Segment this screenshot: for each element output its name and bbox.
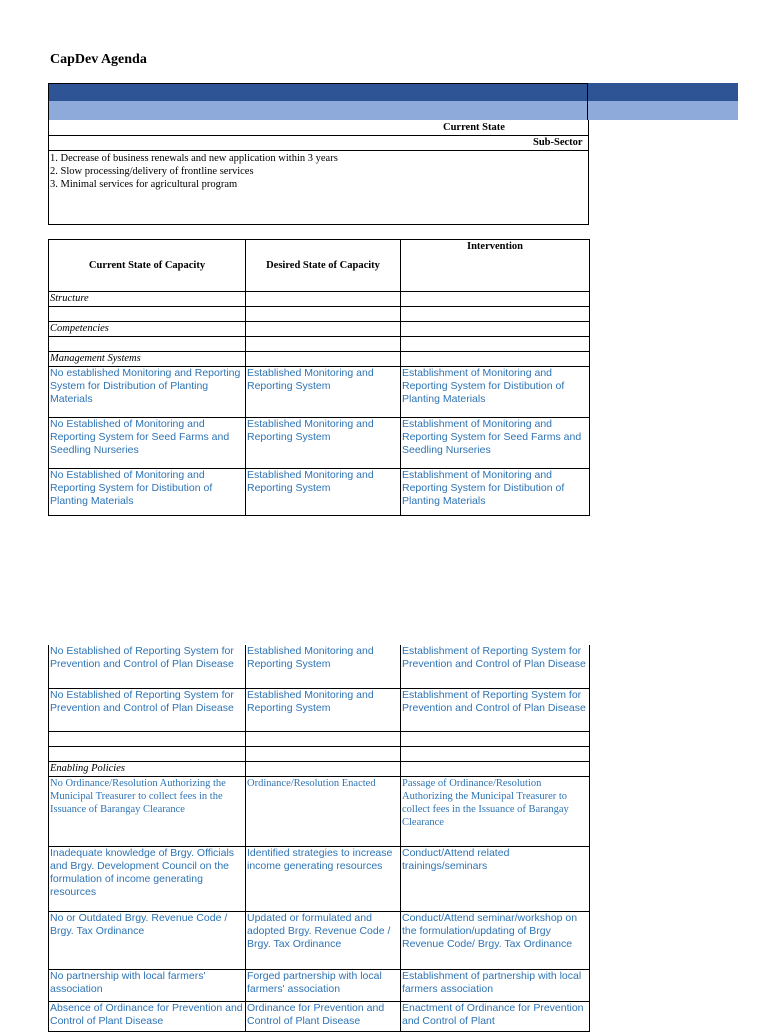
desired-capacity-cell: Established Monitoring and Reporting System <box>246 469 401 516</box>
divider <box>48 150 589 151</box>
current-capacity-cell: No or Outdated Brgy. Revenue Code / Brgy. Tax Ordinance <box>49 911 246 969</box>
sub-sector-label: Sub-Sector <box>533 137 583 148</box>
desired-capacity-cell: Established Monitoring and Reporting System <box>246 688 401 731</box>
section-competencies: Competencies <box>49 322 246 337</box>
current-capacity-cell: Absence of Ordinance for Prevention and Control of Plant Disease <box>49 1001 246 1031</box>
table-cell <box>401 307 590 322</box>
table-cell <box>49 337 246 352</box>
table-cell <box>401 292 590 307</box>
section-row <box>49 761 590 776</box>
table-cell <box>401 746 590 761</box>
section-row <box>49 352 590 367</box>
table-row <box>49 645 590 688</box>
desired-capacity-cell: Identified strategies to increase income generating resources <box>246 846 401 911</box>
section-row <box>49 292 590 307</box>
table-row <box>49 846 590 911</box>
intervention-cell: Passage of Ordinance/Resolution Authorizing the Municipal Treasurer to collect fees in the Issuance of Barangay Clearance <box>401 776 590 846</box>
current-capacity-cell: Inadequate knowledge of Brgy. Officials and Brgy. Development Council on the formulation of income generating resources <box>49 846 246 911</box>
table-cell <box>49 731 246 746</box>
table-row <box>49 418 590 469</box>
table-row <box>49 367 590 418</box>
table-row <box>49 337 590 352</box>
table-cell <box>246 731 401 746</box>
intervention-cell: Establishment of Monitoring and Reporting System for Distibution of Planting Materials <box>401 367 590 418</box>
header-band-border <box>48 83 588 120</box>
table-cell <box>401 761 590 776</box>
issue-item: 3. Minimal services for agricultural program <box>50 179 238 190</box>
table-cell <box>246 307 401 322</box>
current-capacity-cell: No established Monitoring and Reporting System for Distribution of Planting Materials <box>49 367 246 418</box>
table-cell <box>49 307 246 322</box>
current-capacity-cell: No Established of Monitoring and Reporting System for Distibution of Planting Materials <box>49 469 246 516</box>
table-row <box>49 746 590 761</box>
current-capacity-cell: No Ordinance/Resolution Authorizing the Municipal Treasurer to collect fees in the Issuance of Barangay Clearance <box>49 776 246 846</box>
section-structure: Structure <box>49 292 246 307</box>
table-row <box>49 776 590 846</box>
desired-capacity-cell: Established Monitoring and Reporting System <box>246 645 401 688</box>
capacity-table-continued <box>48 645 590 1032</box>
table-cell <box>49 746 246 761</box>
current-capacity-cell: No partnership with local farmers' association <box>49 969 246 1001</box>
desired-capacity-cell: Established Monitoring and Reporting System <box>246 418 401 469</box>
header-desired: Desired State of Capacity <box>246 240 401 292</box>
intervention-cell: Establishment of Monitoring and Reporting System for Distibution of Planting Materials <box>401 469 590 516</box>
table-cell <box>401 352 590 367</box>
section-enabling-policies: Enabling Policies <box>49 761 246 776</box>
current-capacity-cell: No Established of Reporting System for Prevention and Control of Plan Disease <box>49 645 246 688</box>
current-state-label: Current State <box>443 122 505 133</box>
intervention-cell: Establishment of partnership with local farmers association <box>401 969 590 1001</box>
table-cell <box>246 761 401 776</box>
desired-capacity-cell: Ordinance/Resolution Enacted <box>246 776 401 846</box>
header-current: Current State of Capacity <box>49 240 246 292</box>
table-cell <box>401 731 590 746</box>
current-capacity-cell: No Established of Monitoring and Reporting System for Seed Farms and Seedling Nurseries <box>49 418 246 469</box>
capacity-table <box>48 239 590 516</box>
header-intervention: Intervention <box>401 240 590 292</box>
intervention-cell: Establishment of Reporting System for Prevention and Control of Plan Disease <box>401 645 590 688</box>
page-title: CapDev Agenda <box>50 52 147 67</box>
table-cell <box>401 322 590 337</box>
intervention-cell: Conduct/Attend related trainings/seminars <box>401 846 590 911</box>
table-cell <box>246 322 401 337</box>
desired-capacity-cell: Established Monitoring and Reporting System <box>246 367 401 418</box>
intervention-cell: Conduct/Attend seminar/workshop on the formulation/updating of Brgy Revenue Code/ Brgy. Tax Ordinance <box>401 911 590 969</box>
issue-item: 1. Decrease of business renewals and new application within 3 years <box>50 153 338 164</box>
table-header-row <box>49 240 590 292</box>
table-cell <box>246 337 401 352</box>
desired-capacity-cell: Updated or formulated and adopted Brgy. Revenue Code / Brgy. Tax Ordinance <box>246 911 401 969</box>
issue-item: 2. Slow processing/delivery of frontline services <box>50 166 254 177</box>
table-cell <box>246 352 401 367</box>
table-row <box>49 307 590 322</box>
section-management-systems: Management Systems <box>49 352 246 367</box>
desired-capacity-cell: Forged partnership with local farmers' association <box>246 969 401 1001</box>
table-row <box>49 469 590 516</box>
intervention-cell: Establishment of Monitoring and Reporting System for Seed Farms and Seedling Nurseries <box>401 418 590 469</box>
section-row <box>49 322 590 337</box>
table-row <box>49 911 590 969</box>
table-row <box>49 731 590 746</box>
desired-capacity-cell: Ordinance for Prevention and Control of Plant Disease <box>246 1001 401 1031</box>
intervention-cell: Enactment of Ordinance for Prevention and Control of Plant <box>401 1001 590 1031</box>
table-cell <box>401 337 590 352</box>
divider <box>48 135 589 136</box>
table-cell <box>246 292 401 307</box>
table-row <box>49 688 590 731</box>
table-row <box>49 1001 590 1031</box>
intervention-cell: Establishment of Reporting System for Prevention and Control of Plan Disease <box>401 688 590 731</box>
current-capacity-cell: No Established of Reporting System for Prevention and Control of Plan Disease <box>49 688 246 731</box>
table-cell <box>246 746 401 761</box>
table-row <box>49 969 590 1001</box>
